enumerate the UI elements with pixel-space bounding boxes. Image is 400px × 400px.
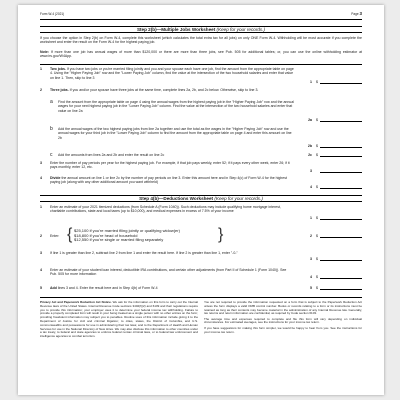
ws2-line5: 5 Add lines 3 and 4. Enter the result here and in Step 4(b) of Form W-4 5 $ — [40, 286, 362, 292]
ws1-line3: 3 Enter the number of pay periods per year for the highest paying job. For example, if that job pays weekly, enter 52; if it pays every other week, enter 26; if it pays monthly, enter 12, etc. 3 — [40, 161, 362, 174]
ws1-line4-input[interactable] — [320, 185, 362, 189]
multiple-jobs-worksheet-title: Step 2(b)—Multiple Jobs Worksheet (Keep for your records.) — [40, 26, 362, 33]
filing-option-single: $12,550 if you're single or married filing separately — [74, 237, 164, 243]
ws2-line3: 3 If line 1 is greater than line 2, subtract line 2 from line 1 and enter the result here. If line 2 is greater than line 1, enter "-0-" 3 $ — [40, 251, 362, 264]
footer-rule — [40, 297, 362, 298]
ws2-line1: 1 Enter an estimate of your 2021 itemized deductions (from Schedule A (Form 1040)). Such deductions may include qualifying home mortgage interest, charitable contributions, state and local taxes (up to $10,000), and medical expenses in excess of 7.5% of your income 1 $ — [40, 205, 362, 222]
ws1-line2: 2 Three jobs. If you and/or your spouse have three jobs at the same time, complete lines 2a, 2b, and 2c below. Otherwise, skip to line 3. — [40, 88, 259, 92]
filing-option-mfj: $25,100 if you're married filing jointly or qualifying widow(er) — [74, 228, 180, 233]
paperwork-notice: You are not required to provide the information requested on a form that is subject to the Paperwork Reduction Act unless the form displays a valid OMB control number. Books or records relating to a form or its instructions must be retained as long as their contents may become material in the administration of any Internal Revenue law. Generally, tax returns and return information are confidential, as required by Code section 6103. The average time and expenses required to complete and file this form will vary depending on individual circumstances. For estimated averages, see the instructions for your income tax return. If you have suggestions for making this form simpler, we would be happy to hear from you. See the instructions for your income tax return. — [204, 300, 362, 334]
brace-close: } — [218, 226, 224, 243]
ws1-line2b-input[interactable] — [320, 144, 362, 148]
worksheet1-intro: If you choose the option in Step 2(b) on Form W-4, complete this worksheet (which calculates the total extra tax for all jobs) on only ONE Form W-4. Withholding will be most accurate if you complete the worksheet and enter the result on the Form W-4 for the highest paying job. — [40, 36, 362, 45]
page-header — [40, 12, 362, 18]
ws2-line3-input[interactable] — [320, 257, 362, 261]
ws1-line2b: b Add the annual wages of the two highest paying jobs from line 2a together and use the total as the wages in the "Higher Paying Job" row and use the annual wages for your third job in the "Lower Paying Job" column to find the amount from the appropriate table on page 4 and enter this amount on line 2b 2b $ — [40, 127, 362, 151]
ws1-line2c-input[interactable] — [320, 153, 362, 157]
ws1-line2a: a Find the amount from the appropriate table on page 4 using the annual wages from the highest paying job in the "Higher Paying Job" row and the annual wages for your next highest paying job in the "Lower Paying Job" column. Find the value at the intersection of the two household salaries and enter that value on line 2a 2a $ — [40, 100, 362, 126]
form-page — [18, 5, 384, 395]
ws2-line4: 4 Enter an estimate of your student loan interest, deductible IRA contributions, and certain other adjustments (from Part II of Schedule 1 (Form 1040)). See Pub. 505 for more information 4 $ — [40, 268, 362, 282]
page-number-label: Page 3 — [351, 11, 362, 16]
ws1-line1: 1 Two jobs. If you have two jobs or you're married filing jointly and you and your spouse each have one job, find the amount from the appropriate table on page 4. Using the "Higher Paying Job" row and the "Lower Paying Job" column, find the value at the intersection of the two household salaries and enter that value on line 1. Then, skip to line 3 1 $ — [40, 67, 362, 87]
ws2-line1-input[interactable] — [320, 216, 362, 220]
ws2-line2-input[interactable] — [320, 234, 362, 238]
filing-option-hoh: $18,800 if you're head of household — [74, 232, 138, 238]
brace-open: { — [67, 226, 73, 243]
ws1-line2a-input[interactable] — [320, 118, 362, 122]
form-id: Form W-4 (2021) — [40, 12, 65, 16]
ws1-line2c: c Add the amounts from lines 2a and 2b and enter the result on line 2c 2c $ — [40, 153, 362, 159]
header-rule — [40, 19, 362, 20]
divider — [40, 64, 362, 65]
ws2-line4-input[interactable] — [320, 275, 362, 279]
deductions-worksheet-title: Step 4(b)—Deductions Worksheet (Keep for your records.) — [40, 195, 362, 202]
ws1-line1-input[interactable] — [320, 80, 362, 84]
ws2-line2: 2 Enter: { $25,100 if you're married filing jointly or qualifying widow(er) $18,800 if you're head of household $12,550 if you're single or married filing separately } 2 $ — [40, 229, 362, 245]
worksheet1-note: Note: If more than one job has annual wages of more than $120,000 or there are more than three jobs, see Pub. 505 for additional tables; or, you can use the online withholding estimator at www.irs.gov/W4App. — [40, 50, 362, 59]
ws1-line3-input[interactable] — [320, 169, 362, 173]
ws2-line5-input[interactable] — [320, 286, 362, 290]
page-number: 3 — [359, 11, 362, 16]
privacy-notice: Privacy Act and Paperwork Reduction Act Notice. We ask for the information on this form to carry out the Internal Revenue laws of the United States. Internal Revenue Code sections 3402(f)(2) and 6109 and their regulations require you to provide this information; your employer uses it to determine your federal income tax withholding. Failure to provide a properly completed form will result in your being treated as a single person with no other entries on the form; providing fraudulent information may subject you to penalties. Routine uses of this information include giving it to the Department of Justice for civil and criminal litigation; to cities, states, the District of Columbia, and U.S. commonwealths and possessions for use in administering their tax laws; and to the Department of Health and Human Services for use in the National Directory of New Hires. We may also disclose this information to other countries under a tax treaty, to federal and state agencies to enforce federal nontax criminal laws, or to federal law enforcement and intelligence agencies to combat terrorism. — [40, 300, 199, 339]
ws1-line4: 4 Divide the annual amount on line 1 or line 2c by the number of pay periods on line 3. Enter this amount here and in Step 4(c) of Form W-4 for the highest paying job (along with any other additional amount you want withheld) 4 $ — [40, 176, 362, 190]
